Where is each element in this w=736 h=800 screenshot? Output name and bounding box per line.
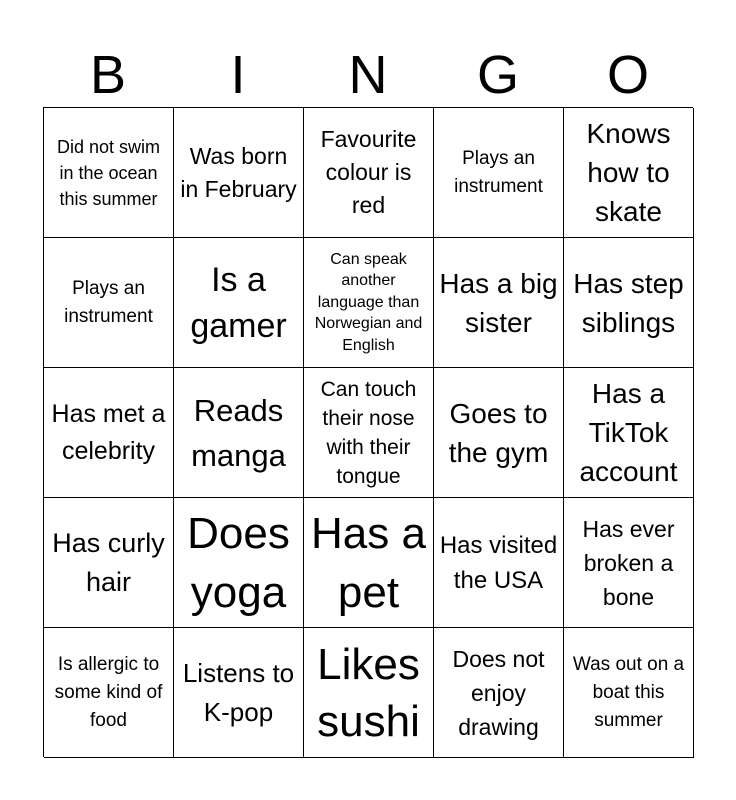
bingo-cell	[564, 368, 694, 498]
bingo-cell	[564, 628, 694, 758]
cell-text: Plays an instrument	[64, 277, 153, 327]
header-letter-n: N	[348, 45, 388, 105]
bingo-header	[43, 46, 693, 104]
bingo-cell	[304, 498, 434, 628]
cell-text: Has met a celebrity	[51, 399, 166, 465]
cell-text: Goes to the gym	[448, 397, 549, 468]
cell-text: Likes sushi	[317, 639, 420, 746]
header-letter-g: G	[476, 45, 519, 105]
bingo-cell	[174, 238, 304, 368]
bingo-cell	[174, 368, 304, 498]
cell-text: Listens to K-pop	[182, 657, 295, 727]
cell-text: Was out on a boat this summer	[572, 653, 685, 731]
bingo-cell	[174, 628, 304, 758]
cell-text: Does yoga	[187, 508, 290, 617]
cell-text: Plays an instrument	[454, 147, 543, 197]
cell-text: Has curly hair	[52, 527, 165, 597]
cell-text: Is a gamer	[190, 260, 287, 345]
bingo-cell	[44, 108, 174, 238]
bingo-cell	[304, 108, 434, 238]
cell-text: Has a pet	[311, 508, 426, 617]
bingo-cell	[564, 498, 694, 628]
cell-text: Favourite colour is red	[320, 126, 417, 218]
bingo-cell	[434, 368, 564, 498]
header-letter-o: O	[606, 45, 649, 105]
bingo-cell	[304, 368, 434, 498]
cell-text: Was born in February	[180, 142, 297, 202]
bingo-card-grid	[43, 107, 693, 757]
cell-text: Has visited the USA	[439, 531, 558, 594]
header-letter-b: B	[89, 45, 127, 105]
cell-text: Does not enjoy drawing	[452, 645, 545, 740]
bingo-cell	[304, 628, 434, 758]
bingo-cell	[44, 368, 174, 498]
bingo-cell	[174, 108, 304, 238]
bingo-cell	[564, 108, 694, 238]
bingo-cell	[44, 498, 174, 628]
bingo-cell	[434, 108, 564, 238]
cell-text: Reads manga	[191, 392, 286, 473]
cell-text: Has a big sister	[439, 267, 558, 338]
cell-text: Can touch their nose with their tongue	[320, 377, 417, 488]
bingo-cell	[434, 238, 564, 368]
bingo-cell	[174, 498, 304, 628]
bingo-cell	[44, 628, 174, 758]
cell-text: Has ever broken a bone	[582, 515, 675, 610]
cell-text: Is allergic to some kind of food	[54, 653, 163, 731]
bingo-cell	[434, 498, 564, 628]
cell-text: Can speak another language than Norwegian and English	[314, 250, 423, 354]
cell-text: Has step siblings	[573, 267, 684, 338]
cell-text: Knows how to skate	[586, 118, 671, 227]
cell-text: Has a TikTok account	[579, 378, 678, 487]
bingo-cell	[434, 628, 564, 758]
bingo-cell	[564, 238, 694, 368]
cell-text: Did not swim in the ocean this summer	[56, 136, 161, 209]
bingo-cell	[304, 238, 434, 368]
header-letter-i: I	[230, 45, 246, 105]
bingo-cell	[44, 238, 174, 368]
